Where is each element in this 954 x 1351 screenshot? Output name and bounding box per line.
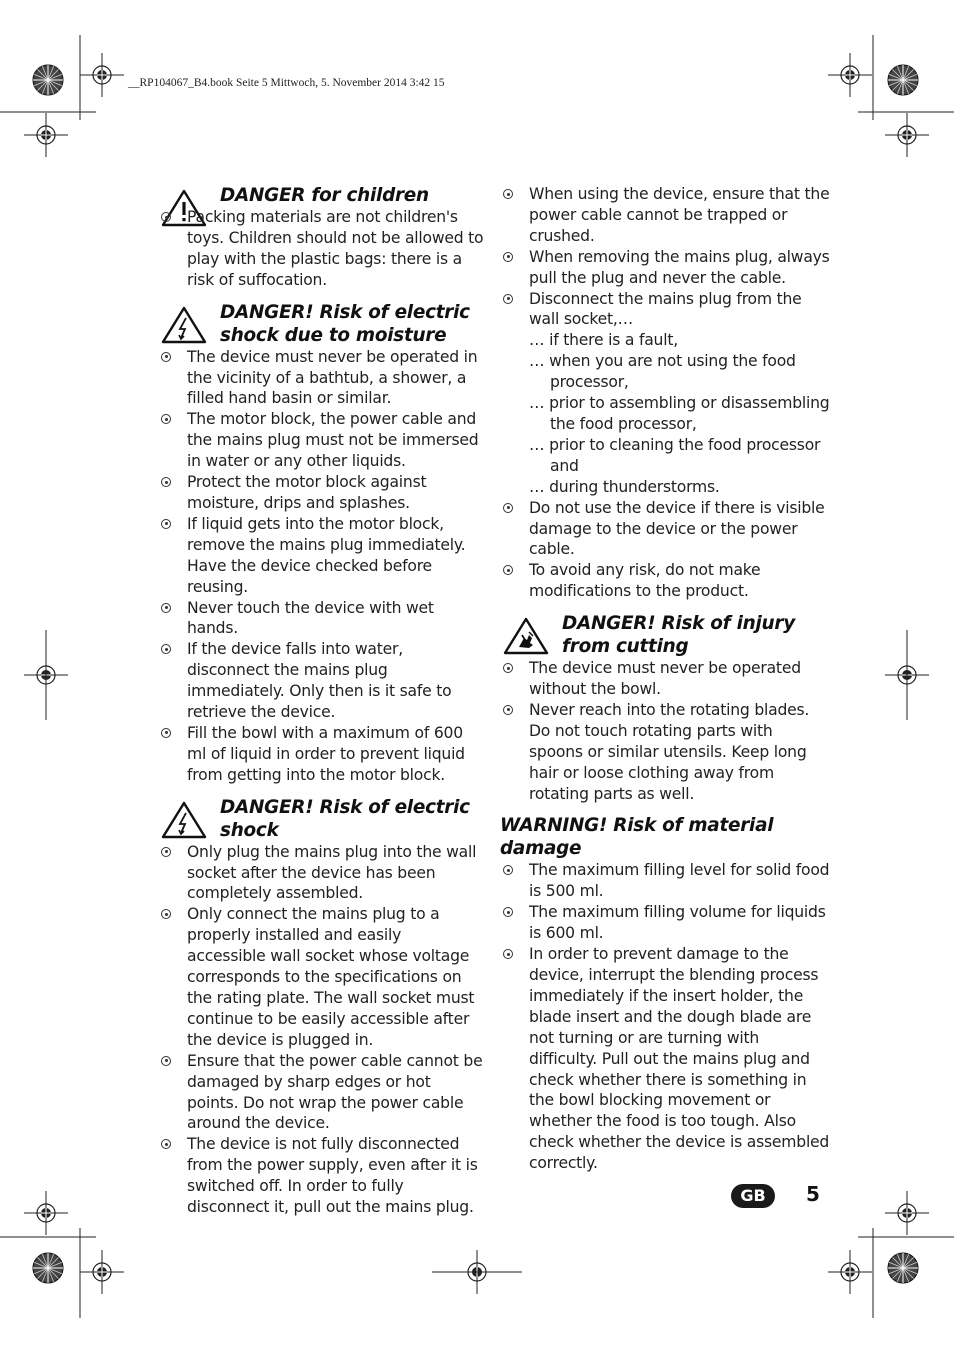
list-item: To avoid any risk, do not make modifications to the product. (500, 560, 830, 602)
bullet-icon (161, 1056, 171, 1066)
list-item: Packing materials are not children's toys. Children should not be allowed to play with the plastic bags: there is a risk of suffocation. (158, 207, 484, 291)
list-item: Disconnect the mains plug from the wall socket,… … if there is a fault, … when you are not using the food processor, … prior to assembling or disassembling the food processor, … prior to cleaning the food processor and … during thunderstorms. (500, 289, 830, 498)
bullet-icon (503, 503, 513, 513)
bullet-icon (503, 189, 513, 199)
sub-list-item: … prior to cleaning the food processor and (529, 435, 821, 475)
list-item: The device must never be operated in the vicinity of a bathtub, a shower, a filled hand basin or similar. (158, 347, 484, 410)
bullet-icon (503, 294, 513, 304)
list-item: The device must never be operated without the bowl. (500, 658, 830, 700)
bullet-icon (503, 949, 513, 959)
sub-list-item: … when you are not using the food processor, (529, 352, 796, 392)
cut-injury-warning-icon (502, 616, 550, 656)
sub-list-item: … if there is a fault, (529, 331, 678, 350)
list-item: Protect the motor block against moisture, drips and splashes. (158, 472, 484, 514)
bullet-icon (503, 565, 513, 575)
bullet-icon (161, 728, 171, 738)
left-column (158, 184, 484, 1218)
list-item: If liquid gets into the motor block, remove the mains plug immediately. Have the device checked before reusing. (158, 514, 484, 598)
list-item: Ensure that the power cable cannot be damaged by sharp edges or hot points. Do not wrap the power cable around the device. (158, 1051, 484, 1135)
language-badge: GB (731, 1184, 775, 1208)
bullet-icon (161, 212, 171, 222)
list-item: Only plug the mains plug into the wall socket after the device has been completely assembled. (158, 842, 484, 905)
section-heading: WARNING! Risk of material damage (500, 815, 774, 860)
bullet-list (500, 860, 830, 1174)
list-item: Only connect the mains plug to a properly installed and easily accessible wall socket whose voltage corresponds to the specifications on the rating plate. The wall socket must continue to be easily accessible after the device is plugged in. (158, 904, 484, 1050)
sub-list (529, 330, 830, 497)
list-item: When removing the mains plug, always pull the plug and never the cable. (500, 247, 830, 289)
bullet-icon (161, 909, 171, 919)
bullet-icon (503, 705, 513, 715)
list-item: In order to prevent damage to the device, interrupt the blending process immediately if the insert holder, the blade insert and the dough blade are not turning or are turning with difficulty. Pull out the mains plug and check whether there is something in the bowl blocking movement or whether the food is too tough. Also check whether the device is assembled correctly. (500, 944, 830, 1174)
section-danger-electric (158, 796, 484, 842)
bullet-icon (161, 847, 171, 857)
bullet-icon (161, 519, 171, 529)
electric-shock-warning-icon (160, 800, 208, 840)
list-item: The maximum filling level for solid food is 500 ml. (500, 860, 830, 902)
sub-list-item: … prior to assembling or disassembling the food processor, (529, 394, 830, 433)
sub-list-item: … during thunderstorms. (529, 477, 720, 496)
section-heading: DANGER for children (220, 185, 429, 206)
list-item: The device is not fully disconnected from the power supply, even after it is switched off. In order to fully disconnect it, pull out the mains plug. (158, 1134, 484, 1218)
list-item: If the device falls into water, disconnect the mains plug immediately. Only then is it safe to retrieve the device. (158, 639, 484, 723)
bullet-icon (503, 252, 513, 262)
section-danger-cutting (500, 612, 830, 658)
bullet-list (158, 347, 484, 786)
bullet-icon (503, 907, 513, 917)
bullet-list (500, 658, 830, 804)
bullet-icon (161, 1139, 171, 1149)
list-item: The maximum filling volume for liquids is 600 ml. (500, 902, 830, 944)
bullet-list (500, 184, 830, 602)
electric-shock-warning-icon (160, 305, 208, 345)
list-item: Never touch the device with wet hands. (158, 598, 484, 640)
list-item: Never reach into the rotating blades. Do not touch rotating parts with spoons or similar utensils. Keep long hair or loose clothing away from rotating parts as well. (500, 700, 830, 805)
bullet-icon (161, 477, 171, 487)
bullet-icon (161, 414, 171, 424)
page-number: 5 (806, 1182, 820, 1206)
section-danger-moisture (158, 301, 484, 347)
bullet-icon (161, 644, 171, 654)
section-heading: DANGER! Risk of electric shock (220, 796, 470, 841)
bullet-icon (161, 352, 171, 362)
section-warning-material (500, 814, 830, 860)
print-header: __RP104067_B4.book Seite 5 Mittwoch, 5. November 2014 3:42 15 (128, 77, 445, 89)
bullet-icon (161, 603, 171, 613)
bullet-icon (503, 663, 513, 673)
bullet-icon (503, 865, 513, 875)
list-item: The motor block, the power cable and the mains plug must not be immersed in water or any other liquids. (158, 409, 484, 472)
section-heading: DANGER! Risk of electric shock due to moisture (220, 301, 470, 346)
bullet-list (158, 207, 484, 291)
section-heading: DANGER! Risk of injury from cutting (562, 613, 795, 658)
list-item: Do not use the device if there is visible damage to the device or the power cable. (500, 498, 830, 561)
bullet-list (158, 842, 484, 1218)
section-danger-children (158, 184, 484, 207)
list-item: Fill the bowl with a maximum of 600 ml of liquid in order to prevent liquid from getting into the motor block. (158, 723, 484, 786)
right-column (500, 184, 830, 1174)
list-item: When using the device, ensure that the power cable cannot be trapped or crushed. (500, 184, 830, 247)
